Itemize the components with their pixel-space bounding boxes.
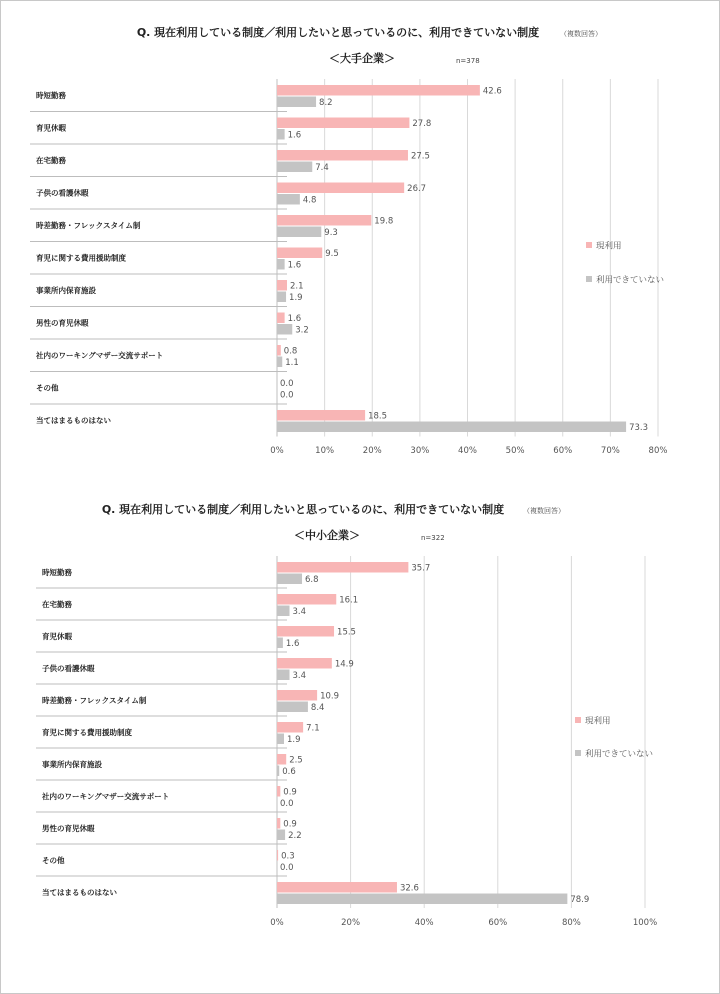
- legend-label: 現利用: [585, 716, 611, 727]
- x-tick-label: 20%: [362, 446, 382, 456]
- x-tick-label: 80%: [648, 446, 668, 456]
- bar-unable-to-use: [277, 894, 567, 905]
- x-tick-label: 50%: [505, 446, 525, 456]
- bar-unable-to-use: [277, 129, 285, 140]
- bar-current-use: [277, 410, 365, 421]
- data-label-unable-to-use: 2.2: [288, 831, 302, 841]
- bar-unable-to-use: [277, 357, 282, 368]
- data-label-current-use: 15.5: [337, 627, 356, 638]
- x-tick-label: 10%: [315, 446, 335, 456]
- x-tick-label: 100%: [632, 918, 658, 928]
- bar-current-use: [277, 690, 317, 701]
- x-tick-label: 0%: [270, 446, 284, 456]
- legend-swatch: [575, 717, 581, 723]
- bar-current-use: [277, 85, 480, 96]
- bar-unable-to-use: [277, 734, 284, 745]
- data-label-unable-to-use: 9.3: [324, 228, 338, 238]
- x-tick-label: 0%: [270, 918, 284, 928]
- bar-current-use: [277, 594, 336, 605]
- bar-unable-to-use: [277, 830, 285, 841]
- data-label-current-use: 10.9: [320, 691, 340, 702]
- data-label-current-use: 26.7: [407, 184, 427, 194]
- bar-unable-to-use: [277, 194, 300, 205]
- data-label-current-use: 18.5: [368, 411, 388, 422]
- bar-unable-to-use: [277, 292, 286, 303]
- x-tick-label: 40%: [458, 446, 477, 456]
- bar-current-use: [277, 850, 278, 861]
- data-label-current-use: 32.6: [399, 883, 419, 894]
- category-label: 時短勤務: [42, 568, 72, 577]
- data-label-unable-to-use: 8.4: [310, 703, 325, 713]
- data-label-unable-to-use: 1.9: [289, 293, 303, 303]
- category-label: 社内のワーキングマザー交流サポート: [42, 792, 170, 801]
- category-label: 時差勤務・フレックスタイム制: [36, 221, 141, 230]
- bar-current-use: [277, 754, 286, 765]
- x-tick-label: 30%: [410, 446, 430, 456]
- data-label-current-use: 7.1: [306, 723, 320, 734]
- bar-current-use: [277, 313, 285, 324]
- bar-current-use: [277, 150, 408, 161]
- data-label-unable-to-use: 8.2: [319, 98, 333, 108]
- data-label-unable-to-use: 1.6: [287, 130, 302, 141]
- bar-current-use: [277, 118, 409, 129]
- data-label-unable-to-use: 73.3: [629, 423, 649, 433]
- data-label-unable-to-use: 4.8: [302, 195, 317, 206]
- category-label: 社内のワーキングマザー交流サポート: [36, 351, 164, 360]
- bar-unable-to-use: [277, 574, 302, 585]
- bar-unable-to-use: [277, 422, 626, 433]
- data-label-current-use: 0.9: [283, 819, 297, 830]
- legend-swatch: [575, 750, 581, 756]
- sample-size-label: n=322: [421, 534, 445, 542]
- data-label-current-use: 27.8: [412, 119, 432, 129]
- data-label-unable-to-use: 3.4: [292, 671, 307, 681]
- legend-label: 現利用: [596, 241, 622, 252]
- data-label-current-use: 9.5: [325, 249, 339, 259]
- legend-label: 利用できていない: [596, 275, 665, 286]
- data-label-current-use: 1.6: [287, 314, 302, 324]
- category-label: 育児休暇: [42, 632, 72, 641]
- data-label-current-use: 2.5: [289, 755, 303, 766]
- bar-current-use: [277, 626, 334, 637]
- chart-subtitle: ＜中小企業＞: [294, 529, 360, 542]
- x-tick-label: 70%: [600, 446, 620, 456]
- category-label: 時短勤務: [36, 91, 66, 100]
- bar-unable-to-use: [277, 162, 312, 173]
- category-label: 育児に関する費用援助制度: [42, 728, 132, 737]
- bar-current-use: [277, 722, 303, 733]
- category-label: 事業所内保育施設: [36, 286, 96, 295]
- data-label-unable-to-use: 7.4: [315, 163, 329, 173]
- data-label-current-use: 0.8: [283, 346, 298, 357]
- category-label: 時差勤務・フレックスタイム制: [42, 696, 147, 705]
- chart-subtitle: ＜大手企業＞: [329, 52, 395, 65]
- bar-current-use: [277, 818, 280, 829]
- data-label-current-use: 0.3: [281, 851, 295, 862]
- category-label: 子供の看護休暇: [42, 664, 95, 673]
- chart-title-note: （複数回答）: [523, 507, 565, 515]
- category-label: 育児休暇: [36, 123, 66, 133]
- legend-label: 利用できていない: [585, 749, 654, 760]
- chart-title: Q. 現在利用している制度／利用したいと思っているのに、利用できていない制度: [136, 26, 540, 39]
- data-label-current-use: 2.1: [290, 281, 304, 292]
- category-label: 育児に関する費用援助制度: [36, 253, 126, 263]
- bar-unable-to-use: [277, 702, 308, 713]
- category-label: 男性の育児休暇: [36, 318, 89, 328]
- data-label-unable-to-use: 3.4: [292, 607, 307, 617]
- data-label-unable-to-use: 1.6: [285, 639, 300, 649]
- data-label-current-use: 14.9: [334, 659, 354, 670]
- bar-current-use: [277, 248, 322, 259]
- data-label-current-use: 0.9: [283, 787, 297, 798]
- category-label: 当てはまるものはない: [36, 416, 111, 425]
- category-label: 事業所内保育施設: [42, 760, 102, 769]
- data-label-unable-to-use: 0.6: [282, 767, 296, 777]
- bar-current-use: [277, 215, 371, 226]
- legend-swatch: [586, 276, 592, 282]
- bar-unable-to-use: [277, 227, 321, 238]
- data-label-unable-to-use: 0.0: [280, 863, 294, 873]
- chart-title-note: （複数回答）: [560, 30, 602, 38]
- bar-unable-to-use: [277, 606, 290, 617]
- bar-unable-to-use: [277, 766, 279, 777]
- category-label: 当てはまるものはない: [42, 888, 117, 897]
- bar-current-use: [277, 345, 281, 356]
- bar-unable-to-use: [277, 670, 290, 681]
- data-label-current-use: 19.8: [374, 216, 394, 227]
- bar-current-use: [277, 786, 280, 797]
- category-label: その他: [36, 383, 59, 393]
- data-label-unable-to-use: 0.0: [280, 390, 294, 401]
- bar-unable-to-use: [277, 259, 285, 270]
- bar-unable-to-use: [277, 638, 283, 649]
- data-label-current-use: 35.7: [411, 563, 431, 574]
- data-label-current-use: 16.1: [339, 595, 359, 606]
- x-tick-label: 80%: [561, 918, 581, 928]
- data-label-unable-to-use: 1.9: [286, 735, 301, 745]
- sample-size-label: n=378: [456, 57, 480, 65]
- x-tick-label: 60%: [553, 446, 573, 456]
- bar-current-use: [277, 658, 332, 669]
- data-label-unable-to-use: 3.2: [295, 325, 309, 336]
- category-label: 在宅勤務: [36, 156, 66, 165]
- bar-current-use: [277, 183, 404, 194]
- data-label-unable-to-use: 0.0: [280, 799, 294, 809]
- data-label-unable-to-use: 1.1: [285, 358, 299, 368]
- data-label-unable-to-use: 78.9: [570, 895, 590, 905]
- chart-title: Q. 現在利用している制度／利用したいと思っているのに、利用できていない制度: [101, 503, 505, 516]
- bar-current-use: [277, 882, 397, 893]
- x-tick-label: 60%: [488, 918, 508, 928]
- legend-swatch: [586, 242, 592, 248]
- data-label-current-use: 0.0: [280, 379, 294, 389]
- data-label-current-use: 42.6: [482, 86, 502, 97]
- data-label-current-use: 27.5: [410, 151, 430, 162]
- bar-unable-to-use: [277, 97, 316, 108]
- bar-unable-to-use: [277, 324, 292, 335]
- category-label: その他: [42, 856, 65, 865]
- category-label: 在宅勤務: [42, 600, 72, 609]
- x-tick-label: 40%: [414, 918, 434, 928]
- category-label: 子供の看護休暇: [36, 188, 89, 198]
- x-tick-label: 20%: [341, 918, 361, 928]
- category-label: 男性の育児休暇: [42, 824, 95, 833]
- data-label-unable-to-use: 6.8: [305, 575, 319, 585]
- bar-current-use: [277, 280, 287, 291]
- bar-current-use: [277, 562, 408, 573]
- data-label-unable-to-use: 1.6: [287, 260, 302, 271]
